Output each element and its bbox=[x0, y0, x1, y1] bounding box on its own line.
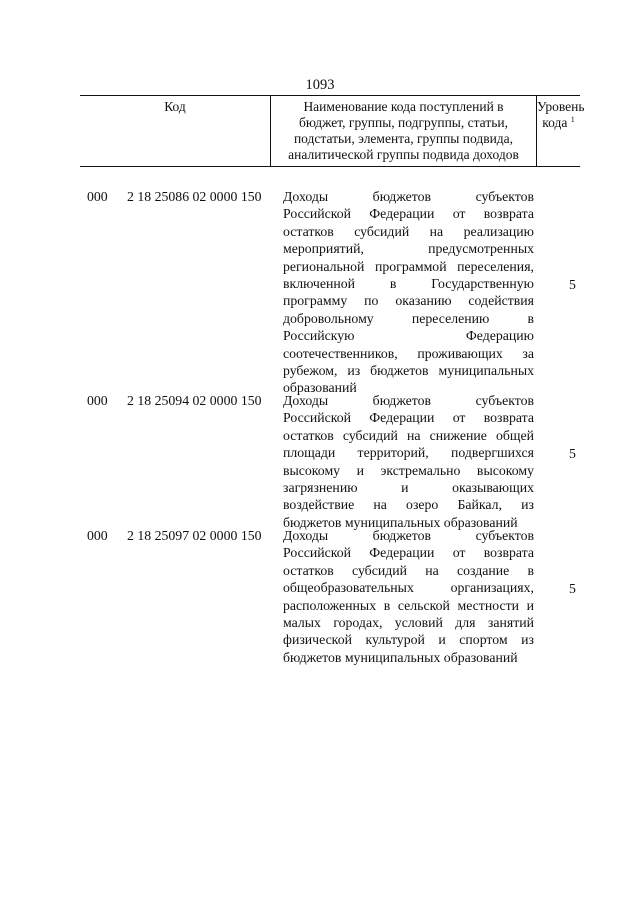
description-line: Доходы бюджетов субъектов bbox=[283, 528, 534, 543]
footnote-marker: 1 bbox=[570, 115, 575, 124]
header-name-line: Наименование кода поступлений в bbox=[303, 99, 504, 114]
header-level-word: кода bbox=[542, 115, 568, 130]
description-line: остатков субсидий на создание в bbox=[283, 562, 534, 578]
description-line: площади территорий, подвергшихся bbox=[283, 445, 534, 461]
row-code: 2 18 25094 02 0000 150 bbox=[127, 393, 262, 408]
description-line: высокому и экстремально высокому bbox=[283, 462, 534, 478]
row-prefix: 000 bbox=[87, 528, 108, 543]
description-line: Российской Федерации от возврата bbox=[283, 206, 534, 222]
description-line: загрязнению и оказывающих bbox=[283, 480, 534, 496]
description-line: общеобразовательных организациях, bbox=[283, 580, 534, 596]
description-line: образований bbox=[283, 380, 357, 396]
row-description bbox=[283, 188, 534, 397]
header-name-line: подстатьи, элемента, группы подвида, bbox=[293, 131, 514, 146]
description-line: физической культурой и спортом из bbox=[283, 632, 534, 648]
header-level bbox=[537, 99, 585, 131]
description-line: Российской Федерации от возврата bbox=[283, 410, 534, 426]
description-line: малых городах, условий для занятий bbox=[283, 615, 534, 631]
header-name-line: аналитической группы подвида доходов bbox=[288, 147, 519, 162]
header-level-line bbox=[537, 115, 580, 131]
description-line: добровольному переселению в bbox=[283, 310, 534, 326]
description-line: мероприятий, предусмотренных bbox=[283, 241, 534, 257]
description-line: рубежом, из бюджетов муниципальных bbox=[283, 363, 534, 379]
description-line: Доходы бюджетов субъектов bbox=[283, 393, 534, 408]
row-level: 5 bbox=[569, 277, 576, 292]
description-line: остатков субсидий на реализацию bbox=[283, 223, 534, 239]
header-code: Код bbox=[164, 99, 186, 114]
row-code: 2 18 25086 02 0000 150 bbox=[127, 189, 262, 204]
description-line: соотечественников, проживающих за bbox=[283, 345, 534, 361]
description-line: включенной в Государственную bbox=[283, 276, 534, 292]
row-code: 2 18 25097 02 0000 150 bbox=[127, 528, 262, 543]
description-line: воздействие на озеро Байкал, из bbox=[283, 497, 534, 513]
row-prefix: 000 bbox=[87, 393, 108, 408]
header-name-line: бюджет, группы, подгруппы, статьи, bbox=[299, 115, 508, 130]
header-level-line: Уровень bbox=[537, 99, 585, 114]
description-line: программу по оказанию содействия bbox=[283, 293, 534, 309]
description-line: Доходы бюджетов субъектов bbox=[283, 189, 534, 204]
description-line: остатков субсидий на снижение общей bbox=[283, 427, 534, 443]
description-line: бюджетов муниципальных образований bbox=[283, 514, 518, 530]
row-level: 5 bbox=[569, 581, 576, 596]
row-prefix: 000 bbox=[87, 189, 108, 204]
description-line: расположенных в сельской местности и bbox=[283, 597, 534, 613]
description-line: Российской Федерации от возврата bbox=[283, 545, 534, 561]
description-line: бюджетов муниципальных образований bbox=[283, 649, 518, 665]
header-name bbox=[271, 99, 536, 163]
row-description bbox=[283, 392, 534, 531]
description-line: региональной программой переселения, bbox=[283, 258, 534, 274]
table-header bbox=[80, 95, 585, 167]
page-number: 1093 bbox=[305, 77, 335, 93]
description-line: Российскую Федерацию bbox=[283, 328, 534, 344]
row-level: 5 bbox=[569, 446, 576, 461]
row-description bbox=[283, 527, 534, 666]
